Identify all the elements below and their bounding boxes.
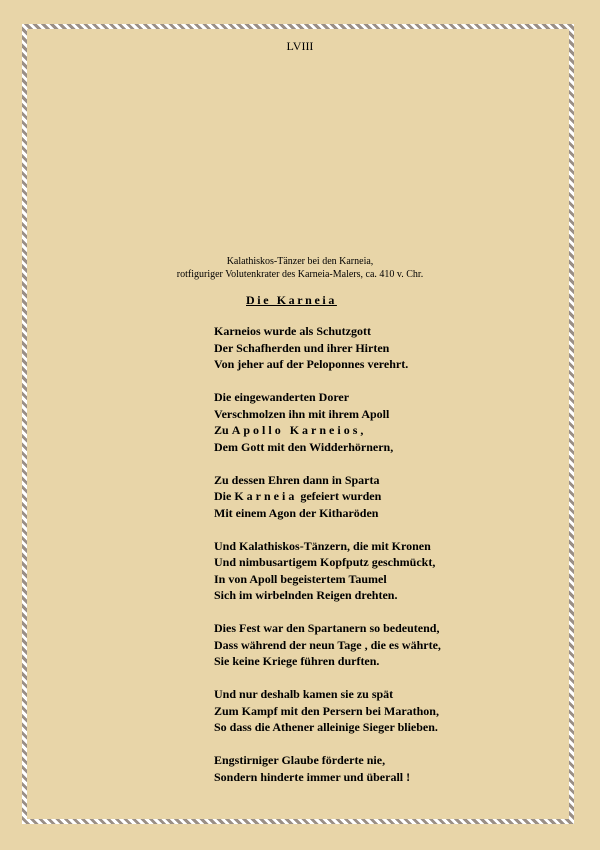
poem-line: So dass die Athener alleinige Sieger blieben. bbox=[214, 720, 438, 734]
caption-line: rotfiguriger Volutenkrater des Karneia-Malers, ca. 410 v. Chr. bbox=[176, 269, 424, 280]
emphasized-name: Apollo Karneios bbox=[231, 423, 361, 437]
poem-line: Mit einem Agon der Kitharöden bbox=[214, 505, 379, 520]
stanza bbox=[214, 538, 441, 604]
stanza bbox=[214, 389, 441, 455]
poem-line bbox=[214, 488, 441, 505]
caption-line: Kalathiskos-Tänzer bei den Karneia, bbox=[226, 256, 374, 267]
poem-line: Verschmolzen ihn mit ihrem Apoll bbox=[214, 406, 390, 421]
image-caption bbox=[0, 255, 600, 281]
poem-title: Die Karneia bbox=[246, 293, 337, 307]
poem-line: Sondern hinderte immer und überall ! bbox=[214, 769, 411, 784]
poem-line: Sie keine Kriege führen durften. bbox=[214, 654, 380, 668]
poem-line: Karneios wurde als Schutzgott bbox=[214, 324, 371, 338]
stanza bbox=[214, 686, 441, 736]
poem-line: Und nur deshalb kamen sie zu spät bbox=[214, 687, 394, 701]
poem-line: Sich im wirbelnden Reigen drehten. bbox=[214, 588, 398, 602]
emphasized-name: Karneia bbox=[234, 489, 298, 503]
poem-line: Zum Kampf mit den Persern bei Marathon, bbox=[214, 703, 439, 718]
line-text: Die bbox=[214, 489, 235, 503]
poem-line: Von jeher auf der Peloponnes verehrt. bbox=[214, 357, 409, 371]
line-text: , bbox=[360, 423, 364, 437]
poem-line bbox=[214, 422, 441, 439]
poem-body bbox=[214, 323, 441, 802]
line-text: Zu bbox=[214, 423, 232, 437]
poem-line: Und Kalathiskos-Tänzern, die mit Kronen bbox=[214, 538, 431, 553]
poem-line: Dass während der neun Tage , die es währte, bbox=[214, 637, 441, 652]
poem-line: In von Apoll begeistertem Taumel bbox=[214, 571, 387, 586]
line-text: gefeiert wurden bbox=[297, 489, 382, 503]
page-number: LVIII bbox=[286, 39, 314, 53]
poem-line: Dem Gott mit den Widderhörnern, bbox=[214, 439, 394, 454]
poem-line: Engstirniger Glaube förderte nie, bbox=[214, 753, 386, 767]
stanza bbox=[214, 472, 441, 522]
poem-line: Und nimbusartigem Kopfputz geschmückt, bbox=[214, 555, 436, 569]
stanza bbox=[214, 620, 441, 670]
stanza bbox=[214, 323, 441, 373]
poem-line: Der Schafherden und ihrer Hirten bbox=[214, 340, 390, 355]
poem-line: Die eingewanderten Dorer bbox=[214, 390, 350, 404]
stanza bbox=[214, 752, 441, 785]
poem-line: Dies Fest war den Spartanern so bedeutend, bbox=[214, 621, 440, 635]
poem-line: Zu dessen Ehren dann in Sparta bbox=[214, 472, 380, 487]
